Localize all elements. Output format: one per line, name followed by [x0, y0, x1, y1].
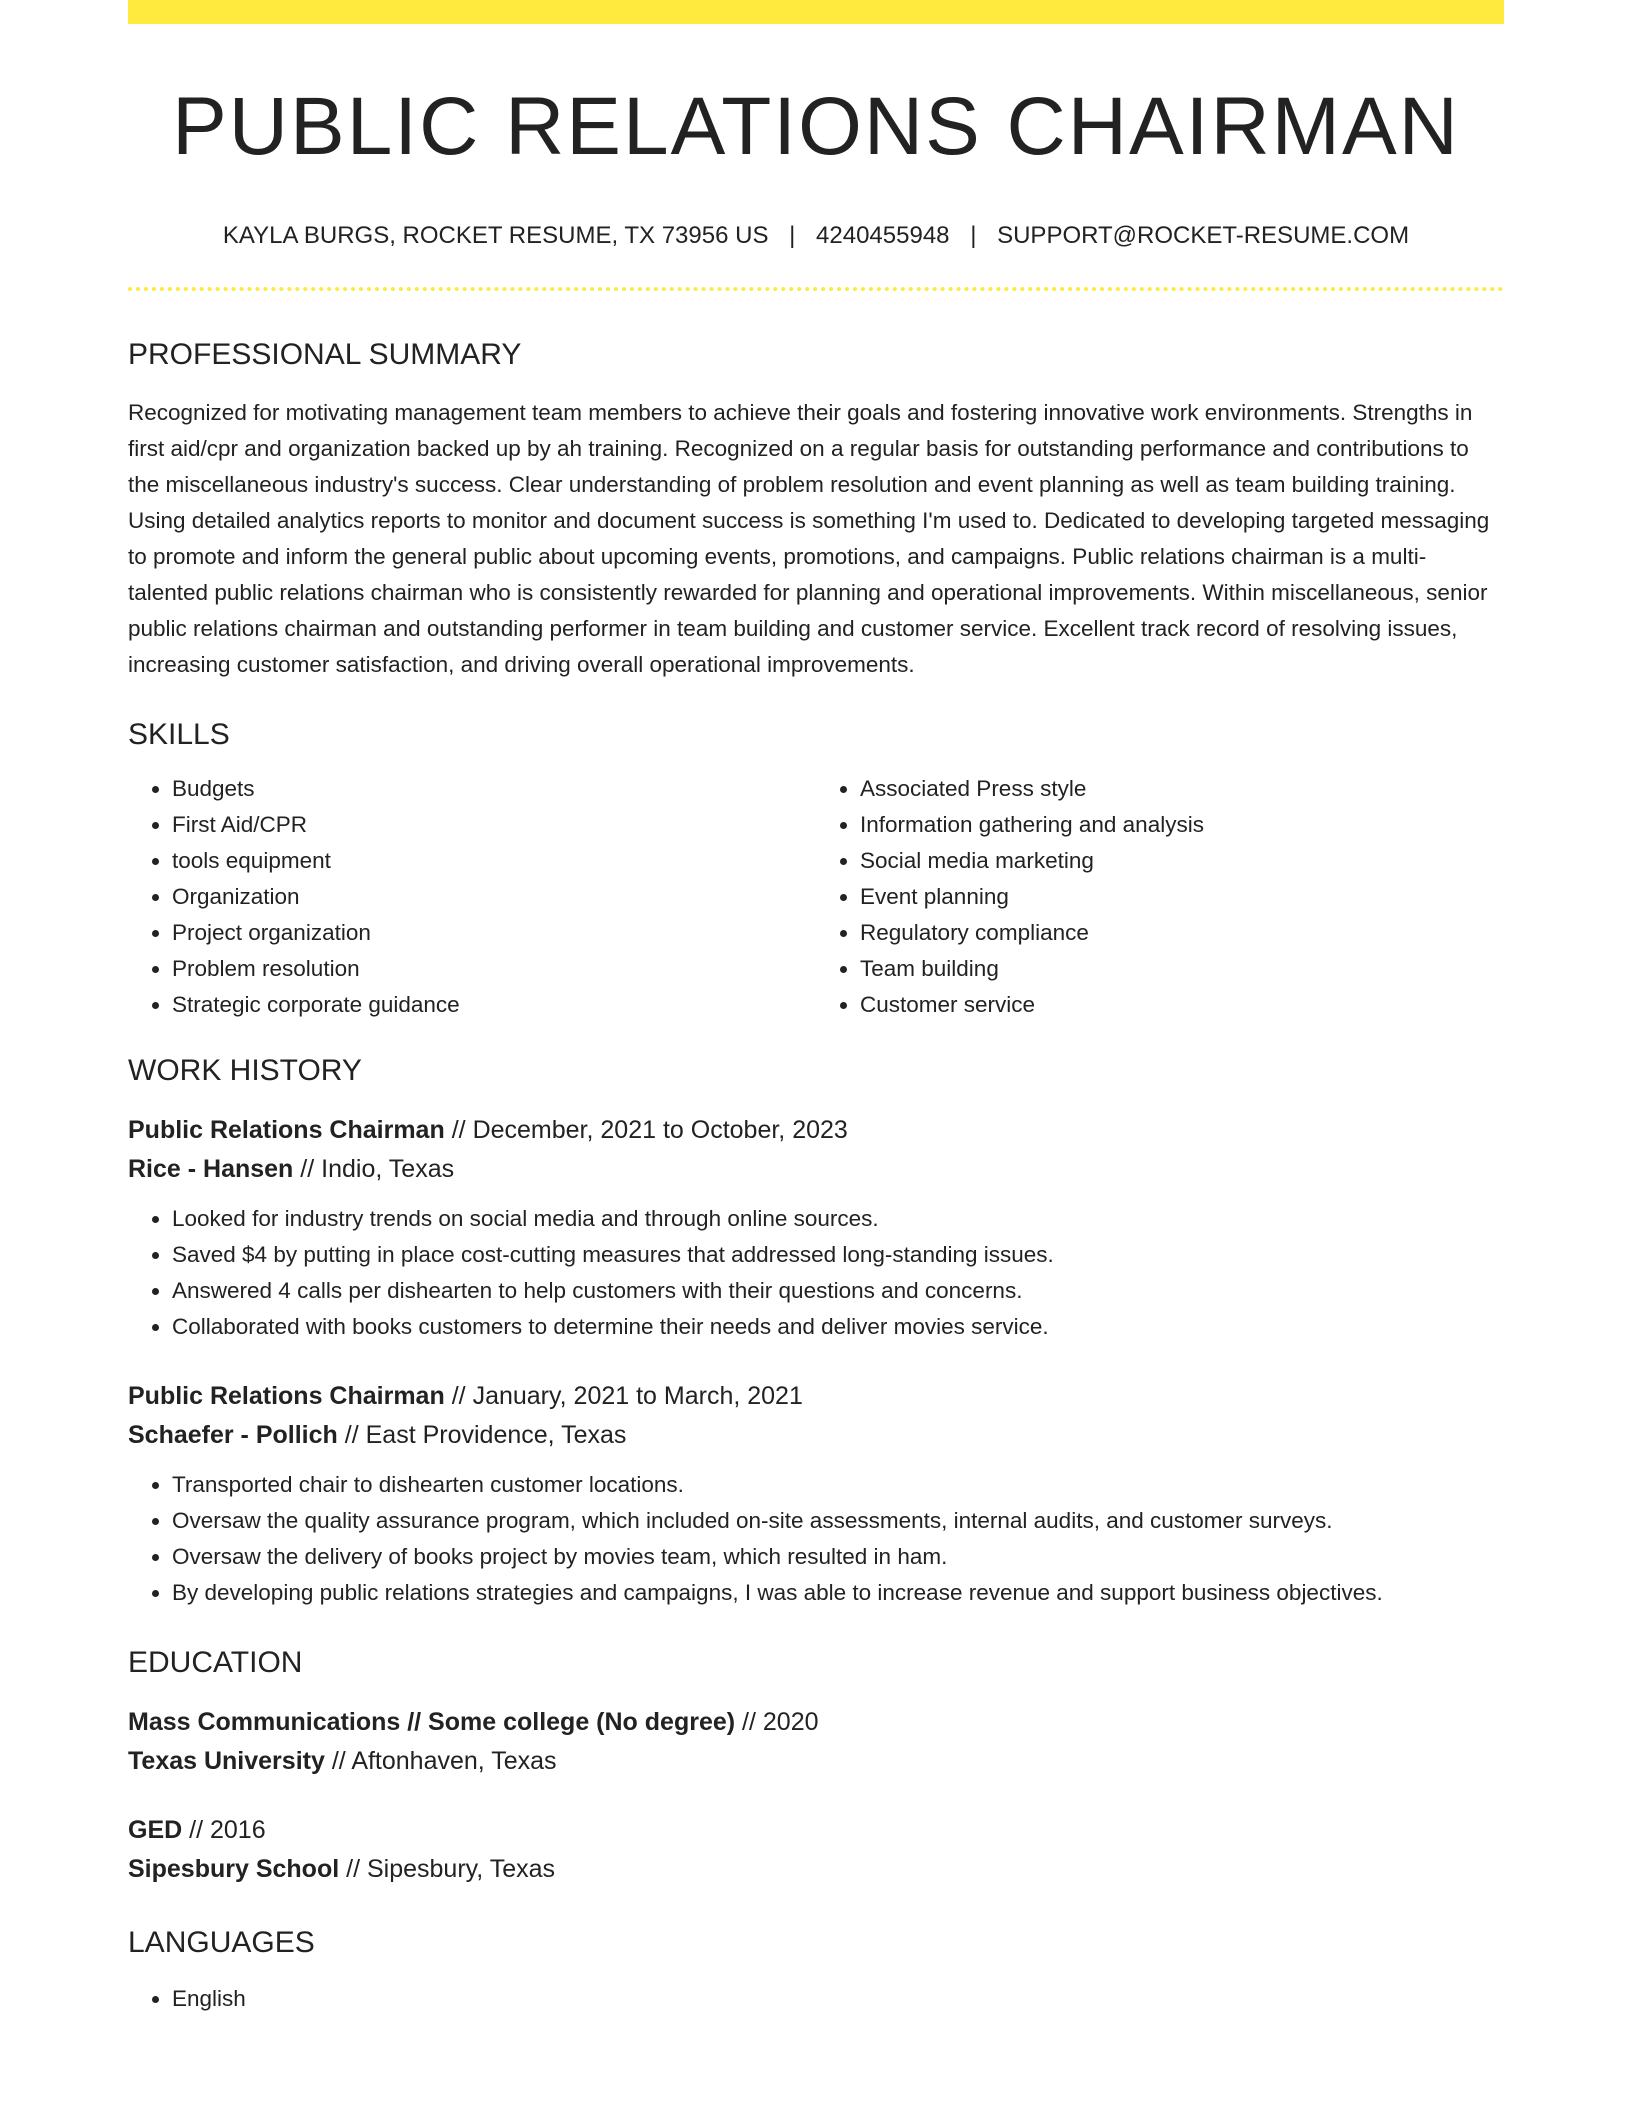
education-entry	[128, 1811, 1504, 1889]
education-degree: Mass Communications // Some college (No degree)	[128, 1707, 736, 1736]
education-school-line	[128, 1742, 1504, 1781]
separator: //	[451, 1381, 466, 1410]
education-location: Aftonhaven, Texas	[351, 1746, 557, 1775]
languages-heading: LANGUAGES	[128, 1925, 315, 1959]
separator: //	[346, 1854, 361, 1883]
job-title: Public Relations Chairman	[128, 1115, 445, 1144]
skill-item: • Strategic corporate guidance	[172, 987, 816, 1023]
skills-column-left	[128, 771, 816, 1023]
education-heading: EDUCATION	[128, 1645, 303, 1679]
skill-item: • Project organization	[172, 915, 816, 951]
skill-item: • Regulatory compliance	[860, 915, 1504, 951]
contact-separator: |	[970, 222, 977, 250]
separator: //	[451, 1115, 466, 1144]
skill-item: • Team building	[860, 951, 1504, 987]
skill-item: • Organization	[172, 879, 816, 915]
education-location: Sipesbury, Texas	[366, 1854, 556, 1883]
education-year: 2016	[210, 1815, 266, 1844]
job-title-line	[128, 1377, 1504, 1416]
education-school: Texas University	[128, 1746, 325, 1775]
job-location: Indio, Texas	[321, 1154, 455, 1183]
contact-line	[128, 222, 1504, 251]
skill-item: • Budgets	[172, 771, 816, 807]
contact-email: SUPPORT@ROCKET-RESUME.COM	[997, 222, 1410, 250]
skill-item: • tools equipment	[172, 843, 816, 879]
job-company: Rice - Hansen	[128, 1154, 294, 1183]
job-company: Schaefer - Pollich	[128, 1420, 338, 1449]
job-title: Public Relations Chairman	[128, 1381, 445, 1410]
job-bullet: • Looked for industry trends on social media and through online sources.	[172, 1201, 1504, 1237]
resume-title: PUBLIC RELATIONS CHAIRMAN	[172, 81, 1460, 172]
job-bullet: • Transported chair to dishearten customer locations.	[172, 1467, 1504, 1503]
job-entry	[128, 1111, 1504, 1345]
skill-item: • First Aid/CPR	[172, 807, 816, 843]
dotted-divider	[128, 287, 1504, 291]
job-bullet: • Answered 4 calls per dishearten to help customers with their questions and concerns.	[172, 1273, 1504, 1309]
separator: //	[344, 1420, 359, 1449]
job-bullet: • Collaborated with books customers to determine their needs and deliver movies service.	[172, 1309, 1504, 1345]
skill-item: • Event planning	[860, 879, 1504, 915]
separator: //	[742, 1707, 756, 1736]
job-company-line	[128, 1416, 1504, 1455]
contact-phone: 4240455948	[816, 222, 950, 250]
job-location: East Providence, Texas	[365, 1420, 627, 1449]
skill-item: • Social media marketing	[860, 843, 1504, 879]
job-bullet: • Oversaw the quality assurance program, which included on-site assessments, internal audits, and customer surveys.	[172, 1503, 1504, 1539]
summary-text: Recognized for motivating management team members to achieve their goals and fostering innovative work environments. Strengths in first aid/cpr and organization backed up by ah training. Recognized on a regular basis for outstanding performance and contributions to the miscellaneous industry's success. Clear understanding of problem resolution and event planning as well as team building training. Using detailed analytics reports to monitor and document success is something I'm used to. Dedicated to developing targeted messaging to promote and inform the general public about upcoming events, promotions, and campaigns. Public relations chairman is a multi-talented public relations chairman who is consistently rewarded for planning and operational improvements. Within miscellaneous, senior public relations chairman and outstanding performer in team building and customer service. Excellent track record of resolving issues, increasing customer satisfaction, and driving overall operational improvements.	[128, 399, 1490, 677]
education-entry	[128, 1703, 1504, 1781]
job-company-line	[128, 1150, 1504, 1189]
top-accent-bar	[128, 0, 1504, 24]
contact-address: KAYLA BURGS, ROCKET RESUME, TX 73956 US	[222, 222, 769, 250]
job-bullet: • Oversaw the delivery of books project by movies team, which resulted in ham.	[172, 1539, 1504, 1575]
education-school: Sipesbury School	[128, 1854, 340, 1883]
summary-heading: PROFESSIONAL SUMMARY	[128, 337, 522, 371]
education-year: 2020	[762, 1707, 819, 1736]
job-bullet: • By developing public relations strategies and campaigns, I was able to increase revenue and support business objectives.	[172, 1575, 1504, 1611]
job-bullets	[128, 1201, 1504, 1345]
skill-item: • Problem resolution	[172, 951, 816, 987]
separator: //	[300, 1154, 315, 1183]
language-item: • English	[172, 1981, 1504, 2017]
skill-item: • Associated Press style	[860, 771, 1504, 807]
job-dates: December, 2021 to October, 2023	[472, 1115, 848, 1144]
skill-item: • Customer service	[860, 987, 1504, 1023]
work-history-heading: WORK HISTORY	[128, 1053, 362, 1087]
education-degree-line	[128, 1811, 1504, 1850]
contact-separator: |	[789, 222, 796, 250]
resume-page	[128, 0, 1504, 2017]
education-degree-line	[128, 1703, 1504, 1742]
job-bullet: • Saved $4 by putting in place cost-cutting measures that addressed long-standing issues.	[172, 1237, 1504, 1273]
skill-item: • Information gathering and analysis	[860, 807, 1504, 843]
separator: //	[331, 1746, 346, 1775]
education-degree: GED	[128, 1815, 183, 1844]
skills-list	[128, 771, 1504, 1023]
languages-list	[128, 1981, 1504, 2017]
skills-heading: SKILLS	[128, 717, 230, 751]
separator: //	[189, 1815, 204, 1844]
skills-column-right	[816, 771, 1504, 1023]
job-bullets	[128, 1467, 1504, 1611]
job-entry	[128, 1377, 1504, 1611]
job-dates: January, 2021 to March, 2021	[472, 1381, 803, 1410]
education-school-line	[128, 1850, 1504, 1889]
job-title-line	[128, 1111, 1504, 1150]
